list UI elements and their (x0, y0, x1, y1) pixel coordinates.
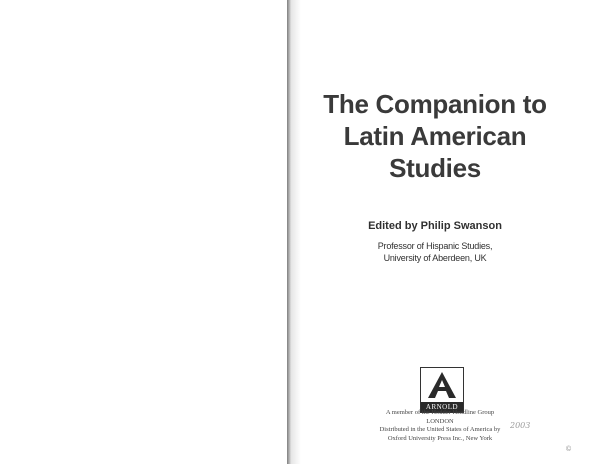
handwritten-note: 2003 (510, 421, 531, 430)
publisher-line-1: A member of the Hodder Headline Group (385, 409, 495, 416)
title-line-3: Studies (389, 153, 481, 183)
editor-credit: Edited by Philip Swanson (368, 220, 502, 232)
arnold-a-icon (421, 368, 463, 401)
title-line-2: Latin American (343, 121, 527, 151)
corner-mark: © (566, 446, 572, 453)
book-title (310, 88, 560, 184)
logo-wordmark: ARNOLD (421, 402, 463, 412)
affiliation-line-1: Professor of Hispanic Studies, (377, 241, 493, 251)
publisher-info (350, 409, 530, 443)
gutter-shadow (291, 0, 301, 464)
publisher-line-3: Distributed in the United States of America by (379, 426, 501, 433)
arnold-logo (420, 367, 464, 413)
publisher-line-2: LONDON (426, 417, 454, 425)
publisher-line-4: Oxford University Press Inc., New York (387, 434, 493, 442)
title-line-1: The Companion to (323, 89, 547, 119)
affiliation-line-2: University of Aberdeen, UK (383, 253, 487, 263)
editor-block (310, 220, 560, 264)
